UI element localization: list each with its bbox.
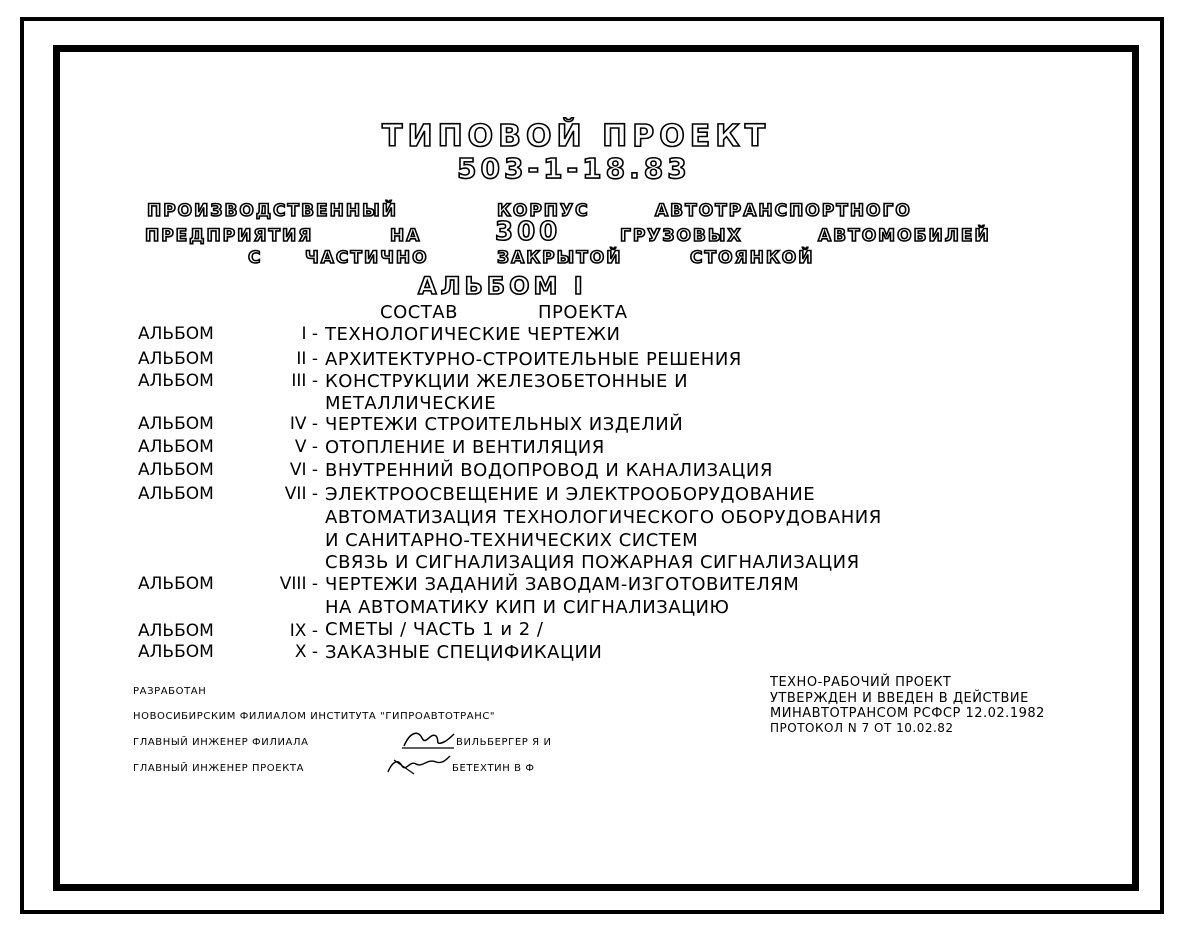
album-title: МЕТАЛЛИЧЕСКИЕ [325,393,497,414]
album-label: АЛЬБОМ [138,324,214,344]
approval-line: ПРОТОКОЛ N 7 ОТ 10.02.82 [770,721,954,735]
album-label: АЛЬБОМ [138,460,214,480]
composition-heading: ПРОЕКТА [538,302,628,323]
approval-line: УТВЕРЖДЕН И ВВЕДЕН В ДЕЙСТВИЕ [770,691,1029,706]
album-title: СМЕТЫ / ЧАСТЬ 1 и 2 / [325,619,544,640]
developer-line: НОВОСИБИРСКИМ ФИЛИАЛОМ ИНСТИТУТА "ГИПРОАВТОТРАНС" [133,711,496,722]
album-number: VII - [284,484,318,504]
subtitle-word: С [248,248,263,268]
album-number: V - [294,437,318,457]
album-label: АЛЬБОМ [138,642,214,662]
album-heading: АЛЬБОМ I [418,272,587,300]
album-label: АЛЬБОМ [138,414,214,434]
album-title: ОТОПЛЕНИЕ И ВЕНТИЛЯЦИЯ [325,437,605,458]
album-title: ЧЕРТЕЖИ ЗАДАНИЙ ЗАВОДАМ-ИЗГОТОВИТЕЛЯМ [325,574,800,595]
album-title: СВЯЗЬ И СИГНАЛИЗАЦИЯ ПОЖАРНАЯ СИГНАЛИЗАЦИЯ [325,552,860,573]
album-number: VIII - [279,574,318,594]
album-title: АВТОМАТИЗАЦИЯ ТЕХНОЛОГИЧЕСКОГО ОБОРУДОВАНИЯ [325,507,882,528]
subtitle-word: КОРПУС [497,201,590,221]
subtitle-word: ГРУЗОВЫХ [620,226,743,246]
developer-line: ГЛАВНЫЙ ИНЖЕНЕР ПРОЕКТА [133,763,305,774]
signature-betekhtin [384,752,452,776]
composition-heading: СОСТАВ [380,302,458,323]
album-label: АЛЬБОМ [138,484,214,504]
album-title: ЧЕРТЕЖИ СТРОИТЕЛЬНЫХ ИЗДЕЛИЙ [325,414,684,435]
album-label: АЛЬБОМ [138,437,214,457]
subtitle-word: НА [390,226,422,246]
album-title: АРХИТЕКТУРНО-СТРОИТЕЛЬНЫЕ РЕШЕНИЯ [325,349,742,370]
album-number: II - [296,349,318,369]
developer-line: ВИЛЬБЕРГЕР Я И [456,737,552,748]
album-label: АЛЬБОМ [138,621,214,641]
subtitle-word: ПРОИЗВОДСТВЕННЫЙ [147,201,398,221]
developer-line: ГЛАВНЫЙ ИНЖЕНЕР ФИЛИАЛА [133,737,309,748]
developer-line: РАЗРАБОТАН [133,686,207,697]
album-title: НА АВТОМАТИКУ КИП И СИГНАЛИЗАЦИЮ [325,597,730,618]
developer-line: БЕТЕХТИН В Ф [452,763,535,774]
album-number: IX - [289,621,318,641]
subtitle-word: АВТОТРАНСПОРТНОГО [655,201,912,221]
album-title: ВНУТРЕННИЙ ВОДОПРОВОД И КАНАЛИЗАЦИЯ [325,460,773,481]
album-label: АЛЬБОМ [138,371,214,391]
project-title: ТИПОВОЙ ПРОЕКТ [382,119,771,154]
album-title: И САНИТАРНО-ТЕХНИЧЕСКИХ СИСТЕМ [325,530,699,551]
album-title: ТЕХНОЛОГИЧЕСКИЕ ЧЕРТЕЖИ [325,324,621,345]
album-number: III - [291,371,318,391]
approval-line: МИНАВТОТРАНСОМ РСФСР 12.02.1982 [770,706,1045,721]
album-number: X - [294,642,318,662]
subtitle-word: ЧАСТИЧНО [305,248,429,268]
album-title: КОНСТРУКЦИИ ЖЕЛЕЗОБЕТОННЫЕ И [325,371,689,392]
album-number: IV - [289,414,318,434]
subtitle-word: АВТОМОБИЛЕЙ [818,226,991,246]
signature-vilberger [400,728,456,752]
project-number: 503-1-18.83 [457,152,691,185]
album-number: VI - [289,460,318,480]
album-label: АЛЬБОМ [138,349,214,369]
album-label: АЛЬБОМ [138,574,214,594]
subtitle-word: ПРЕДПРИЯТИЯ [145,226,314,246]
subtitle-word: СТОЯНКОЙ [690,248,815,268]
subtitle-word: ЗАКРЫТОЙ [497,248,623,268]
subtitle-word: 300 [495,217,562,247]
album-title: ЗАКАЗНЫЕ СПЕЦИФИКАЦИИ [325,642,603,663]
approval-line: ТЕХНО-РАБОЧИЙ ПРОЕКТ [770,675,952,690]
album-title: ЭЛЕКТРООСВЕЩЕНИЕ И ЭЛЕКТРООБОРУДОВАНИЕ [325,484,816,505]
album-number: I - [301,324,318,344]
